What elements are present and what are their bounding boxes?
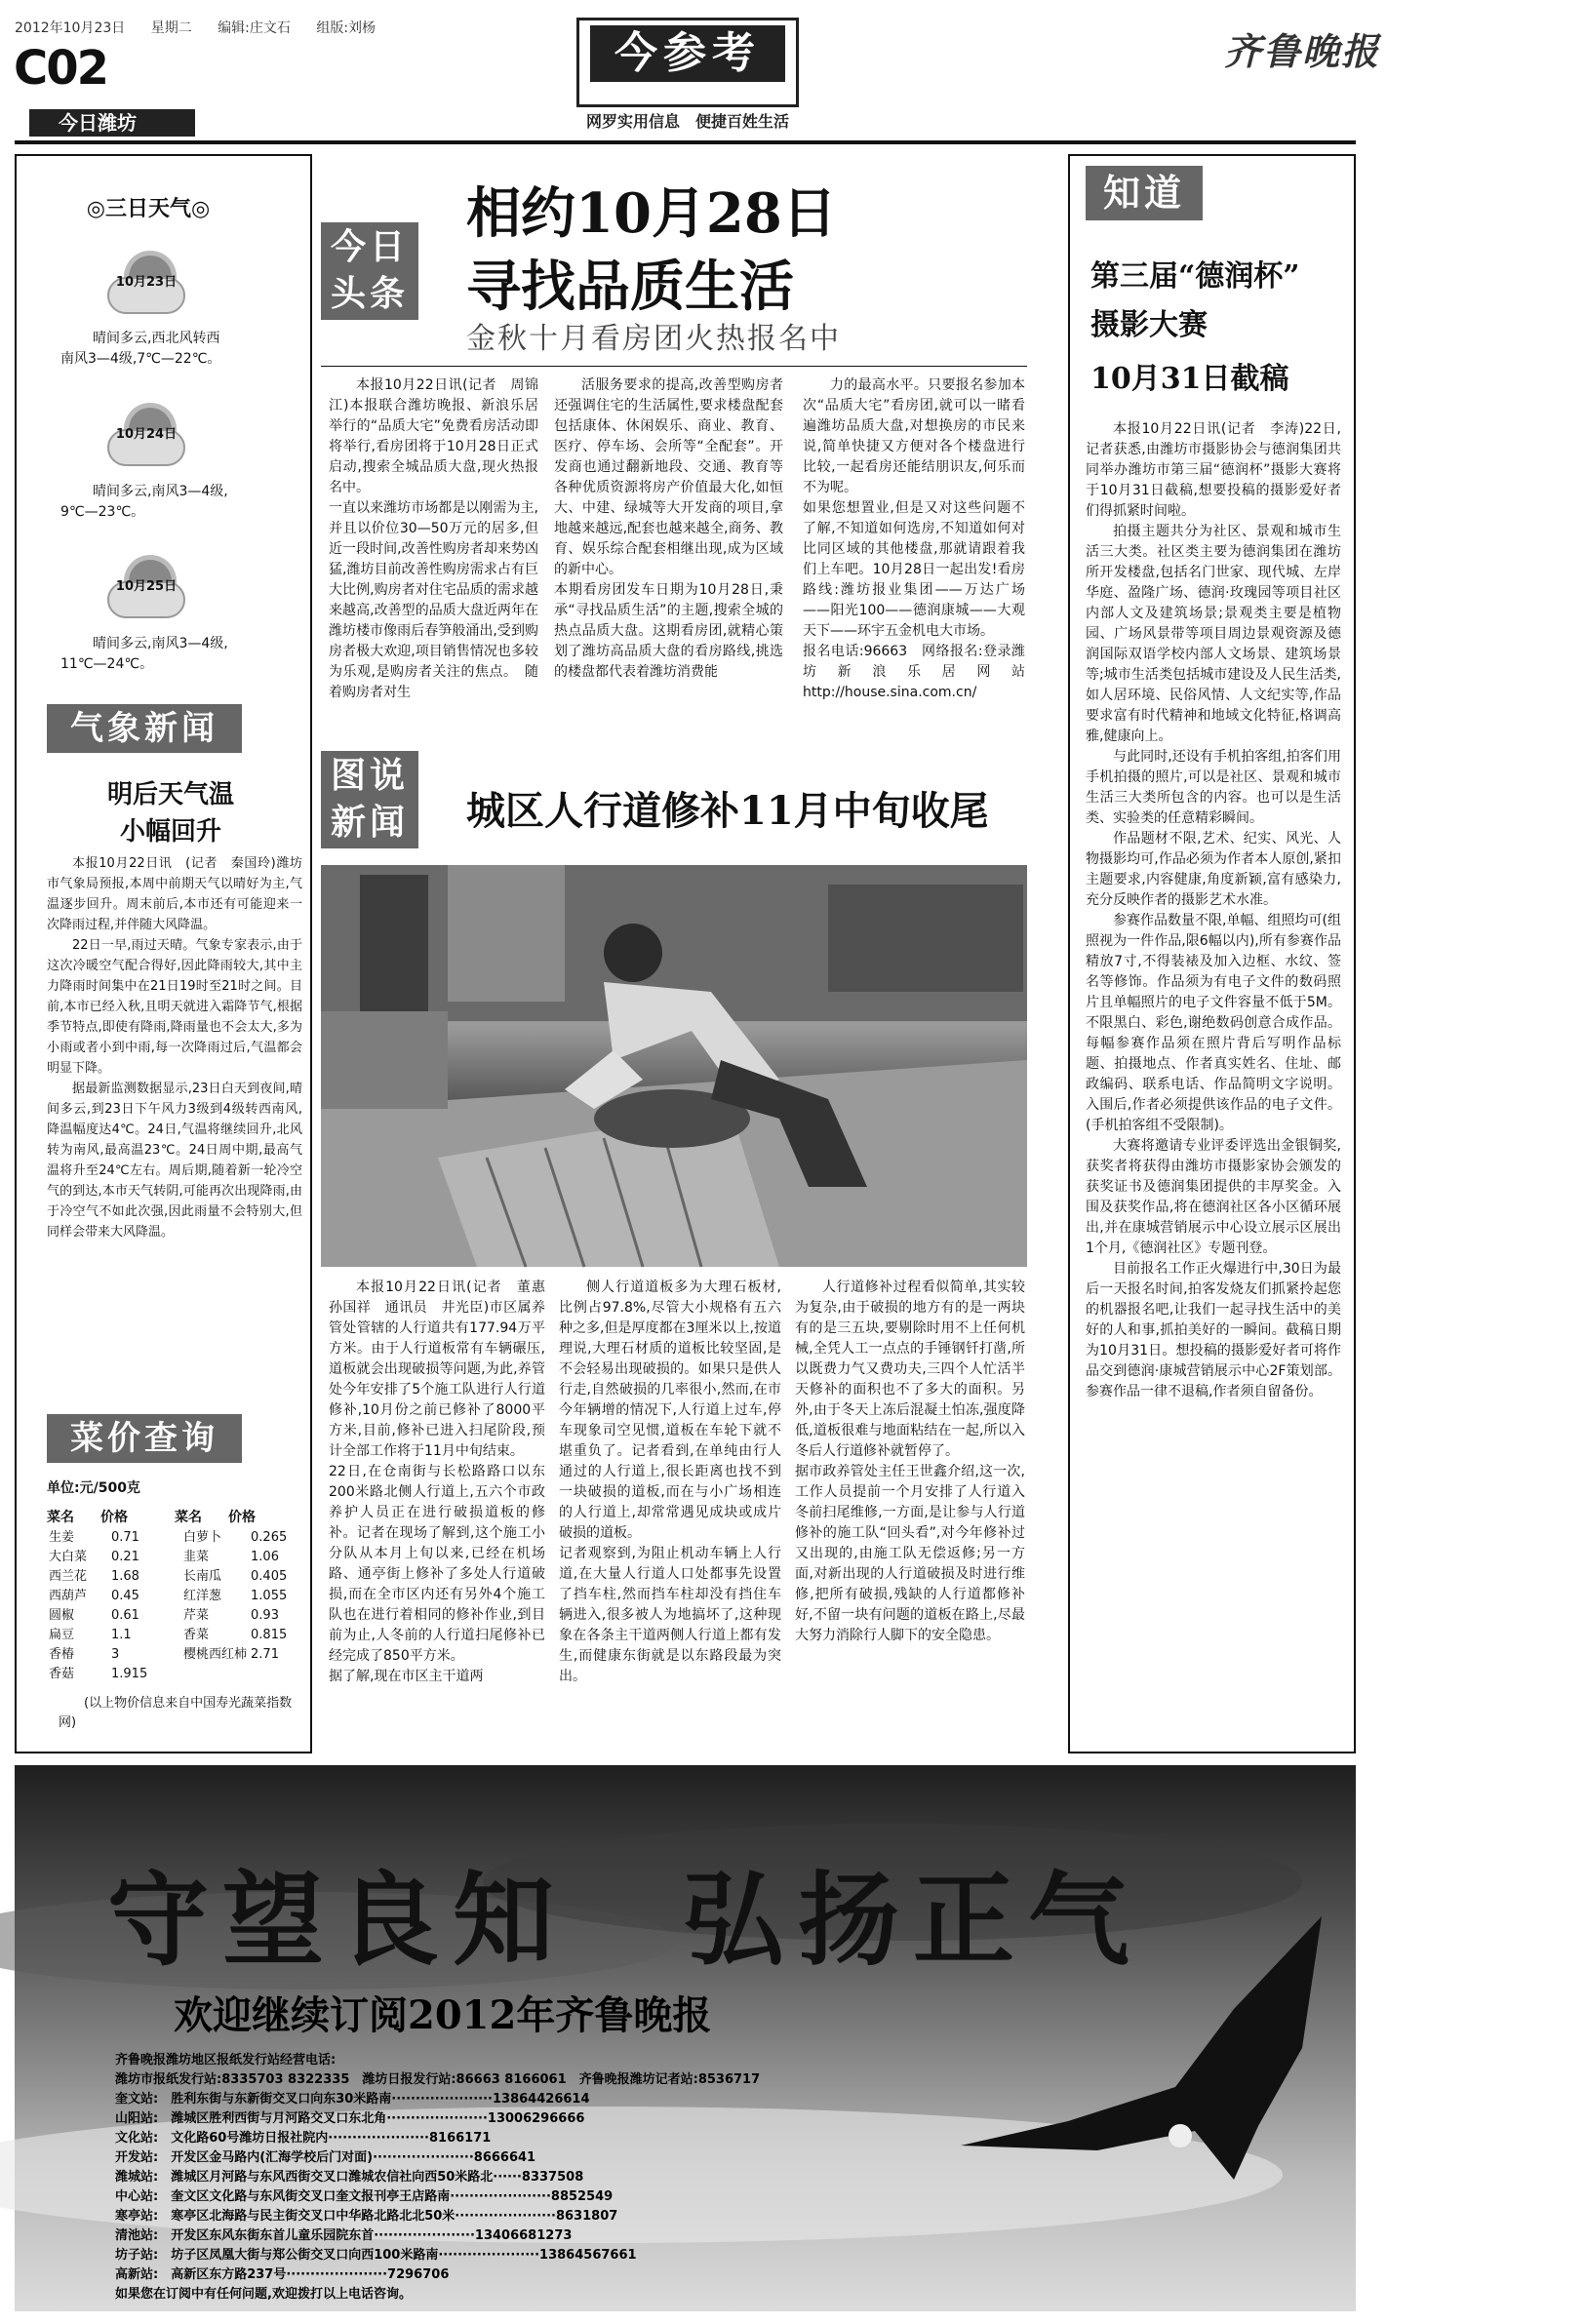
worker-repairing-sidewalk-photo <box>321 865 1027 1267</box>
list-item: 潍坊市报纸发行站:8335703 8322335 潍坊日报发行站:86663 8166061 齐鲁晚报潍坊记者站:8536717 <box>115 2072 761 2087</box>
divider <box>321 366 1027 367</box>
table-row: 扁豆 1.1 香菜 0.815 <box>49 1628 288 1642</box>
news-photo <box>321 865 1027 1267</box>
weather-paragraph: 据最新监测数据显示,23日白天到夜间,晴间多云,到23日下午风力3级到4级转西南风,降温幅度达4℃。24日,气温将继续回升,北风转为南风,最高温23℃。24日周中期,最高气温将升至24℃左右。周后期,随着新一轮冷空气的到达,本市天气转阴,可能再次出现降雨,由于冷空气不如此次强,因此雨量不会特别大,但同样会带来大风降温。 <box>47 1082 302 1240</box>
article-text: 侧人行道道板多为大理石板材,比例占97.8%,尽管大小规格有五六种之多,但是厚度都在3厘米以上,按道理说,大理石材质的道板比较坚固,是不会轻易出现破损的。如果只是供人行走,自然破损的几率很小,然而,在市今年辆增的情况下,人行道上过车,停车现象司空见惯,道板在车轮下就不堪重负了。记者看到,在单纯由行人通过的人行道上,很长距离也找不到一块破损的道板,而在与小广场相连的人行道上,却常常遇见成块或成片破损的道板。 记者观察到,为阻止机动车辆上人行道,在大量人行道人口处都事先设置了挡车柱,然而挡车柱却没有挡住车辆进入,很多被人为地搞坏了,这种现象在各条主干道两侧人行道上都有发生,而健康东街就是以东路段最为突出。 <box>559 1280 781 1684</box>
weather-day-3-line1: 晴间多云,南风3—4级, <box>93 636 228 651</box>
weather-date: 10月23日 <box>115 275 178 290</box>
table-row: 西兰花 1.68 长南瓜 0.405 <box>49 1569 288 1584</box>
banner-subtitle: 欢迎继续订阅2012年齐鲁晚报 <box>174 1992 712 2038</box>
article-text: 力的最高水平。只要报名参加本次“品质大宅”看房团,就可以一睹看遍潍坊品质大盘,对想换房的市民来说,简单快捷又方便对各个楼盘进行比较,一起看房还能结朋识友,何乐而不为呢。 如果您想置业,但是又对这些问题不了解,不知道如何选房,不知道如何对比同区域的其他楼盘,那就请跟着我们上车吧。10月28日一起出发!看房路线:潍坊报业集团——万达广场——阳光100——德润康城——大观天下——环宇五金机电大市场。 报名电话:96663 网络报名:登录潍坊新浪乐居网站http://house.sina.com.cn/ <box>803 377 1025 700</box>
photo-story-title: 城区人行道修补11月中旬收尾 <box>466 788 989 834</box>
sidebar-paragraph: 与此同时,还设有手机拍客组,拍客们用手机拍摄的照片,可以是社区、景观和城市生活三大类所包含的内容。也可以是生活类、实验类的任意精彩瞬间。 <box>1086 749 1341 826</box>
top-story-title-2: 寻找品质生活 <box>466 255 794 319</box>
weather-date: 10月25日 <box>115 579 178 594</box>
table-row: 西葫芦 0.45 红洋葱 1.055 <box>49 1589 288 1603</box>
column-subtitle: 网罗实用信息 便捷百姓生活 <box>585 112 789 131</box>
photo-story-tag: 图说新闻 <box>321 751 418 848</box>
editor-credit: 编辑:庄文石 <box>218 20 291 36</box>
table-row: 生姜 0.71 白萝卜 0.265 <box>49 1530 288 1545</box>
weather-day-2-line2: 9℃—23℃。 <box>60 504 145 520</box>
list-item: 如果您在订阅中有任何问题,欢迎拨打以上电话咨询。 <box>115 2287 412 2302</box>
table-row: 圆椒 0.61 芹菜 0.93 <box>49 1608 279 1623</box>
veg-head-price: 价格 <box>228 1510 256 1525</box>
list-item: 潍城站: 潍城区月河路与东风西街交叉口潍城农信社向西50米路北······8337508 <box>115 2170 584 2185</box>
header-meta <box>15 18 397 37</box>
layout-credit: 组版:刘杨 <box>316 20 376 36</box>
veg-head-price: 价格 <box>100 1510 128 1525</box>
weather-title: ◎三日天气◎ <box>86 197 211 221</box>
weather-article <box>47 853 302 1399</box>
weather-news-tag: 气象新闻 <box>47 704 242 753</box>
partly-cloudy-icon <box>107 408 185 476</box>
list-item: 清池站: 开发区东风东街东首儿童乐园院东首·····················13406681273 <box>115 2228 573 2243</box>
weather-day-2-line1: 晴间多云,南风3—4级, <box>93 484 228 499</box>
photo-story-col-2 <box>559 1278 781 1755</box>
sidebar-headline-3: 10月31日截稿 <box>1090 362 1289 396</box>
list-item: 文化站: 文化路60号潍坊日报社院内·····················8166171 <box>115 2131 492 2146</box>
veg-table-head <box>47 1507 302 1526</box>
article-text: 本报10月22日讯(记者 周锦江)本报联合潍坊晚报、新浪乐居举行的“品质大宅”免费看房活动即将举行,看房团将于10月28日正式启动,搜索全城品质大盘,现火热报名中。 一直以来潍坊市场都是以刚需为主,并且以价位30—50万元的居多,但近一段时间,改善性购房者却来势凶猛,潍坊目前改善性购房需求占有巨大比例,购房者对住宅品质的需求越来越高,改善型的品质大盘近两年在潍坊楼市像雨后春笋般涌出,受到购房者极大欢迎,项目销售情况也多较为乐观,是购房者关注的焦点。 随着购房者对生 <box>329 377 538 700</box>
partly-cloudy-icon <box>107 560 185 628</box>
veg-head-name: 菜名 <box>175 1510 202 1525</box>
weather-paragraph: 22日一早,雨过天晴。气象专家表示,由于这次冷暖空气配合得好,因此降雨较大,其中主力降雨时间集中在21日19时至21时之间。目前,本市已经入秋,且明天就进入霜降节气,根据季节特点,即使有降雨,降雨量也不会太大,多为小雨或者小到中雨,每一次降雨过后,气温都会明显下降。 <box>47 938 302 1076</box>
issue-date: 2012年10月23日 <box>15 20 126 36</box>
sidebar-paragraph: 大赛将邀请专业评委评选出金银铜奖,获奖者将获得由潍坊市摄影家协会颁发的获奖证书及德润集团提供的丰厚奖金。入围及获奖作品,将在德润社区各小区循环展出,并在康城营销展示中心设立展示区展出1个月,《德润社区》专题刊登。 <box>1086 1138 1341 1256</box>
veg-head-name: 菜名 <box>47 1510 74 1525</box>
top-story-subtitle: 金秋十月看房团火热报名中 <box>466 322 841 356</box>
photo-story-col-1 <box>329 1278 545 1755</box>
veg-unit: 单位:元/500克 <box>47 1480 140 1496</box>
top-story-col-2 <box>554 375 783 766</box>
veg-price-tag: 菜价查询 <box>47 1414 242 1463</box>
section-label: 今日潍坊 <box>29 109 195 137</box>
list-item: 山阳站: 潍城区胜利西街与月河路交叉口东北角·····················13006296666 <box>115 2111 585 2126</box>
partly-cloudy-icon <box>107 256 185 324</box>
table-row: 大白菜 0.21 韭菜 1.06 <box>49 1550 279 1564</box>
sidebar-tag: 知道 <box>1086 166 1203 220</box>
list-item: 高新站: 高新区东方路237号·····················7296706 <box>115 2267 450 2282</box>
top-story-col-1 <box>329 375 538 766</box>
article-text: 活服务要求的提高,改善型购房者还强调住宅的生活属性,要求楼盘配套包括康体、休闲娱乐、商业、教育、医疗、停车场、会所等“全配套”。开发商也通过翻新地段、交通、教育等各种优质资源将房产价值最大化,如恒大、中建、绿城等大开发商的项目,拿地越来越远,配套也越来越全,商务、教育、娱乐综合配套相继出现,成为区域的新中心。 本期看房团发车日期为10月28日,秉承“寻找品质生活”的主题,搜索全城的热点品质大盘。这期看房团,就精心策划了潍坊高品质大盘的看房路线,挑选的楼盘都代表着潍坊消费能 <box>554 377 783 680</box>
table-row: 香菇 1.915 <box>49 1667 148 1681</box>
list-item: 奎文站: 胜利东街与东新街交叉口向东30米路南·····················13864426614 <box>115 2092 590 2107</box>
weather-day-1-line1: 晴间多云,西北风转西 <box>93 331 220 346</box>
list-item: 齐鲁晚报潍坊地区报纸发行站经营电话: <box>115 2053 337 2068</box>
top-story-col-3 <box>803 375 1025 766</box>
sidebar-headline-2: 摄影大赛 <box>1090 308 1208 342</box>
column-title: 今参考 <box>590 25 785 82</box>
top-story-title-1: 相约10月28日 <box>466 181 837 246</box>
photo-story-col-3 <box>795 1278 1025 1755</box>
list-item: 开发站: 开发区金马路内(汇海学校后门对面)·····················8666641 <box>115 2150 536 2165</box>
veg-source: (以上物价信息来自中国寿光蔬菜指数网) <box>59 1696 293 1730</box>
issue-weekday: 星期二 <box>150 20 192 36</box>
article-text: 本报10月22日讯(记者 董惠 孙国祥 通讯员 井光臣)市区属养管处管辖的人行道共有177.94万平方米。由于人行道板常有车辆碾压,道板就会出现破损等问题,为此,养管处今年安排了5个施工队进行人行道修补,10月份之前已修补了8000平方米,目前,修补已进入扫尾阶段,预计全部工作将于11月中旬结束。 22日,在仓南街与长松路路口以东200米路北侧人行道上,五六个市政养护人员正在进行破损道板的修补。记者在现场了解到,这个施工小分队从本月上旬以来,已经在机场路、通亭街上修补了多处人行道破损,而在全市区内还有另外4个施工队也在进行着相同的修补作业,到目前为止,人冬前的人行道扫尾修补已经完成了850平方米。 据了解,现在市区主干道两 <box>329 1280 545 1684</box>
paper-logo: 齐鲁晚报 <box>1224 29 1381 73</box>
sidebar-article <box>1086 419 1341 1746</box>
weather-date: 10月24日 <box>115 427 178 442</box>
table-row: 香椿 3 樱桃西红柿 2.71 <box>49 1647 279 1662</box>
weather-headline-2: 小幅回升 <box>119 817 221 847</box>
top-story-tag: 今日头条 <box>321 222 418 320</box>
weather-day-1-line2: 南风3—4级,7℃—22℃。 <box>60 351 221 367</box>
sidebar-paragraph: 目前报名工作正火爆进行中,30日为最后一天报名时间,拍客发烧友们抓紧拎起您的机器报名吧,让我们一起寻找生活中的美好的人和事,抓拍美好的一瞬间。截稿日期为10月31日。想投稿的摄影爱好者可将作品交到德润·康城营销展示中心2F策划部。参赛作品一律不退稿,作者须自留备份。 <box>1086 1261 1341 1399</box>
sidebar-paragraph: 作品题材不限,艺术、纪实、风光、人物摄影均可,作品必须为作者本人原创,紧扣主题要求,内容健康,角度新颖,富有感染力,充分反映作者的摄影艺术水准。 <box>1086 831 1341 908</box>
sidebar-paragraph: 拍摄主题共分为社区、景观和城市生活三大类。社区类主要为德润集团在潍坊所开发楼盘,包括名门世家、现代城、左岸华庭、盈隆广场、德润·玫瑰园等项目社区内部人文及建筑场景;景观类主要是植物园、广场风景带等项目周边景观资源及德润国际双语学校内部人文场景、建筑场景等;城市生活类包括城市建设及人民生活类,如人居环境、民俗风情、人文纪实等,作品要求富有时代精神和地域文化特征,格调高雅,健康向上。 <box>1086 524 1341 744</box>
sidebar-paragraph: 本报10月22日讯(记者 李涛)22日,记者获悉,由潍坊市摄影协会与德润集团共同举办潍坊市第三届“德润杯”摄影大赛将于10月31日截稿,想要投稿的摄影爱好者们得抓紧时间啦。 <box>1086 421 1341 519</box>
weather-paragraph: 本报10月22日讯 (记者 秦国玲)潍坊市气象局预报,本周中前期天气以晴好为主,气温逐步回升。周末前后,本市还有可能迎来一次降雨过程,并伴随大风降温。 <box>47 856 302 932</box>
page-number: C02 <box>14 41 108 96</box>
list-item: 中心站: 奎文区文化路与东风街交叉口奎文报刊亭王店路南·····················8852549 <box>115 2189 614 2204</box>
banner-slogan: 守望良知 弘扬正气 <box>107 1860 1144 1980</box>
list-item: 寒亭站: 寒亭区北海路与民主街交叉口中华路北路北北50米·····················8631807 <box>115 2209 618 2224</box>
sidebar-headline-1: 第三届“德润杯” <box>1090 259 1300 294</box>
banner-contact-list <box>115 2051 993 2304</box>
header-rule <box>15 140 1356 144</box>
list-item: 坊子站: 坊子区凤凰大街与郑公街交叉口向西100米路南·····················13864567661 <box>115 2248 637 2263</box>
sidebar-paragraph: 参赛作品数量不限,单幅、组照均可(组照视为一件作品,限6幅以内),所有参赛作品精放7寸,不得装裱及加入边框、水纹、签名等修饰。作品须为有电子文件的数码照片且单幅照片的电子文件容量不低于5M。不限黑白、彩色,谢绝数码创意合成作品。每幅参赛作品须在照片背后写明作品标题、拍摄地点、作者真实姓名、住址、邮政编码、联系电话、作品简明文字说明。入围后,作者必须提供该作品的电子文件。(手机拍客组不受限制)。 <box>1086 913 1341 1133</box>
weather-headline-1: 明后天气温 <box>106 780 234 809</box>
weather-day-3-line2: 11℃—24℃。 <box>60 656 154 672</box>
veg-price-table <box>47 1528 302 1684</box>
article-text: 人行道修补过程看似简单,其实较为复杂,由于破损的地方有的是一两块有的是三五块,要剔除时用不上任何机械,全凭人工一点点的手锤钢钎打凿,所以既费力气又费功夫,三四个人忙活半天修补的面积也不了多大的面积。另外,由于冬天上冻后混凝土怕冻,强度降低,道板很难与地面粘结在一起,所以入冬后人行道修补就暂停了。 据市政养管处主任王世鑫介绍,这一次,工作人员提前一个月安排了人行道入冬前扫尾维修,一方面,是让参与人行道修补的施工队“回头看”,对今年修补过又出现的,由施工队无偿返修;另一方面,对新出现的人行道破损及时进行维修,把所有破损,残缺的人行道都修补好,不留一块有问题的道板在路上,尽最大努力消除行人脚下的安全隐患。 <box>795 1280 1025 1643</box>
